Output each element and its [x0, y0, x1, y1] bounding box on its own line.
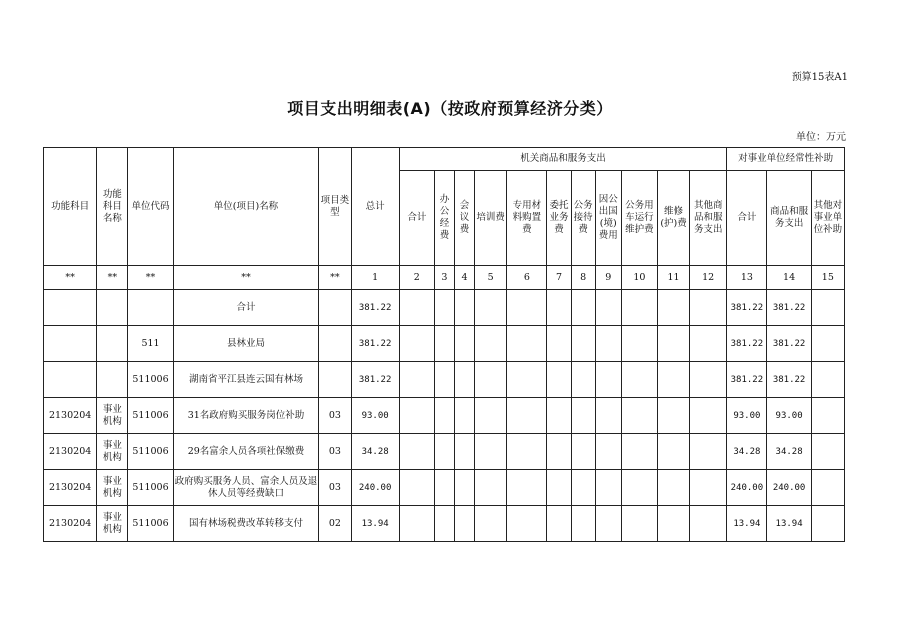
empty-cell [399, 398, 434, 434]
unit-name-cell: 29名富余人员各项社保缴费 [173, 434, 319, 470]
func-name-cell: 事业机构 [97, 434, 128, 470]
empty-cell [434, 326, 454, 362]
empty-cell [507, 398, 547, 434]
header-unit-name: 单位(项目)名称 [173, 148, 319, 266]
header-func-subject: 功能科目 [44, 148, 97, 266]
unit-code-cell: 511006 [128, 398, 173, 434]
subsidy-total-cell: 381.22 [727, 290, 767, 326]
header-group-b: 对事业单位经常性补助 [727, 148, 845, 171]
empty-cell [455, 290, 475, 326]
column-index-cell: 13 [727, 266, 767, 290]
func-name-cell: 事业机构 [97, 470, 128, 506]
unit-code-cell: 511006 [128, 362, 173, 398]
empty-cell [547, 398, 571, 434]
total-cell: 381.22 [351, 362, 399, 398]
func-name-cell: 事业机构 [97, 506, 128, 542]
form-number: 预算15表A1 [791, 72, 848, 83]
empty-cell [475, 506, 507, 542]
column-index-row [44, 266, 845, 290]
empty-cell [595, 290, 621, 326]
column-index-cell: 14 [767, 266, 811, 290]
item-type-cell [319, 362, 351, 398]
table-row [44, 470, 845, 506]
header-b-col: 商品和服务支出 [767, 171, 811, 266]
empty-cell [657, 398, 689, 434]
empty-cell [690, 434, 727, 470]
total-cell: 93.00 [351, 398, 399, 434]
table-row [44, 434, 845, 470]
page-title: 项目支出明细表(A)（按政府预算经济分类） [287, 99, 613, 118]
total-cell: 381.22 [351, 290, 399, 326]
empty-cell [475, 470, 507, 506]
empty-cell [434, 434, 454, 470]
header-a-col: 维修(护)费 [657, 171, 689, 266]
empty-cell [455, 506, 475, 542]
empty-cell [547, 326, 571, 362]
empty-cell [657, 506, 689, 542]
empty-cell [811, 326, 844, 362]
subsidy-total-cell: 34.28 [727, 434, 767, 470]
empty-cell [595, 506, 621, 542]
func-subject-cell: 2130204 [44, 506, 97, 542]
func-subject-cell: 2130204 [44, 470, 97, 506]
unit-name-cell: 政府购买服务人员、富余人员及退休人员等经费缺口 [173, 470, 319, 506]
empty-cell [621, 290, 657, 326]
unit-name-cell: 国有林场税费改革转移支付 [173, 506, 319, 542]
empty-cell [657, 434, 689, 470]
column-index-cell: 6 [507, 266, 547, 290]
empty-cell [811, 506, 844, 542]
subsidy-total-cell: 381.22 [727, 362, 767, 398]
column-index-cell: 3 [434, 266, 454, 290]
empty-cell [621, 326, 657, 362]
item-type-cell: 03 [319, 434, 351, 470]
item-type-cell [319, 326, 351, 362]
header-a-col: 委托业务费 [547, 171, 571, 266]
empty-cell [475, 434, 507, 470]
empty-cell [434, 362, 454, 398]
item-type-cell: 03 [319, 470, 351, 506]
empty-cell [455, 398, 475, 434]
empty-cell [690, 326, 727, 362]
empty-cell [657, 326, 689, 362]
empty-cell [547, 362, 571, 398]
header-a-col: 因公出国(境)费用 [595, 171, 621, 266]
item-type-cell: 03 [319, 398, 351, 434]
empty-cell [657, 290, 689, 326]
empty-cell [657, 470, 689, 506]
empty-cell [455, 470, 475, 506]
empty-cell [399, 434, 434, 470]
empty-cell [507, 506, 547, 542]
column-index-cell: 5 [475, 266, 507, 290]
empty-cell [399, 290, 434, 326]
header-a-col: 办公经费 [434, 171, 454, 266]
header-unit-code: 单位代码 [128, 148, 173, 266]
empty-cell [455, 362, 475, 398]
func-name-cell [97, 362, 128, 398]
table-row [44, 398, 845, 434]
empty-cell [571, 290, 595, 326]
empty-cell [621, 362, 657, 398]
func-subject-cell: 2130204 [44, 434, 97, 470]
empty-cell [434, 470, 454, 506]
column-index-cell: 1 [351, 266, 399, 290]
empty-cell [595, 398, 621, 434]
empty-cell [475, 398, 507, 434]
budget-table [43, 147, 845, 542]
column-index-cell: 4 [455, 266, 475, 290]
column-index-cell: ** [97, 266, 128, 290]
total-cell: 13.94 [351, 506, 399, 542]
empty-cell [571, 434, 595, 470]
empty-cell [571, 398, 595, 434]
column-index-cell: ** [128, 266, 173, 290]
unit-code-cell: 511006 [128, 506, 173, 542]
data-body [44, 290, 845, 542]
empty-cell [547, 434, 571, 470]
header-item-type: 项目类型 [319, 148, 351, 266]
empty-cell [811, 470, 844, 506]
header-row-1 [44, 148, 845, 171]
subsidy-goods-cell: 93.00 [767, 398, 811, 434]
empty-cell [434, 398, 454, 434]
empty-cell [547, 290, 571, 326]
unit-code-cell: 511006 [128, 470, 173, 506]
empty-cell [690, 362, 727, 398]
subsidy-goods-cell: 13.94 [767, 506, 811, 542]
empty-cell [690, 470, 727, 506]
empty-cell [571, 506, 595, 542]
unit-code-cell: 511006 [128, 434, 173, 470]
empty-cell [434, 506, 454, 542]
empty-cell [621, 470, 657, 506]
subsidy-total-cell: 93.00 [727, 398, 767, 434]
header-b-col: 其他对事业单位补助 [811, 171, 844, 266]
empty-cell [507, 470, 547, 506]
table-row [44, 362, 845, 398]
header-a-col: 公务用车运行维护费 [621, 171, 657, 266]
empty-cell [475, 326, 507, 362]
column-index-cell: 7 [547, 266, 571, 290]
empty-cell [595, 434, 621, 470]
column-index-cell: 10 [621, 266, 657, 290]
empty-cell [507, 290, 547, 326]
empty-cell [399, 362, 434, 398]
func-name-cell: 事业机构 [97, 398, 128, 434]
unit-name-cell: 县林业局 [173, 326, 319, 362]
empty-cell [811, 398, 844, 434]
func-name-cell [97, 326, 128, 362]
empty-cell [571, 470, 595, 506]
header-b-col: 合计 [727, 171, 767, 266]
empty-cell [475, 290, 507, 326]
empty-cell [507, 434, 547, 470]
header-a-col: 其他商品和服务支出 [690, 171, 727, 266]
unit-name-cell: 合计 [173, 290, 319, 326]
header-a-col: 公务接待费 [571, 171, 595, 266]
empty-cell [571, 362, 595, 398]
unit-name-cell: 湖南省平江县连云国有林场 [173, 362, 319, 398]
empty-cell [399, 326, 434, 362]
header-a-col: 培训费 [475, 171, 507, 266]
header-a-col: 会议费 [455, 171, 475, 266]
header-func-name: 功能科目名称 [97, 148, 128, 266]
subsidy-total-cell: 240.00 [727, 470, 767, 506]
unit-code-cell [128, 290, 173, 326]
empty-cell [475, 362, 507, 398]
func-subject-cell: 2130204 [44, 398, 97, 434]
func-subject-cell [44, 362, 97, 398]
column-index-cell: 15 [811, 266, 844, 290]
header-a-col: 专用材料购置费 [507, 171, 547, 266]
header-total: 总计 [351, 148, 399, 266]
empty-cell [399, 506, 434, 542]
subsidy-goods-cell: 381.22 [767, 362, 811, 398]
empty-cell [690, 398, 727, 434]
column-index-cell: ** [44, 266, 97, 290]
unit-name-cell: 31名政府购买服务岗位补助 [173, 398, 319, 434]
func-subject-cell [44, 290, 97, 326]
unit-label: 单位：万元 [796, 132, 846, 143]
subsidy-goods-cell: 34.28 [767, 434, 811, 470]
column-index-cell: 9 [595, 266, 621, 290]
subsidy-goods-cell: 381.22 [767, 290, 811, 326]
column-index-cell: 12 [690, 266, 727, 290]
column-index-cell: ** [173, 266, 319, 290]
empty-cell [595, 470, 621, 506]
column-index-cell: 2 [399, 266, 434, 290]
empty-cell [547, 470, 571, 506]
empty-cell [399, 470, 434, 506]
empty-cell [811, 290, 844, 326]
empty-cell [621, 434, 657, 470]
empty-cell [547, 506, 571, 542]
empty-cell [507, 326, 547, 362]
empty-cell [657, 362, 689, 398]
empty-cell [455, 434, 475, 470]
item-type-cell [319, 290, 351, 326]
total-cell: 34.28 [351, 434, 399, 470]
empty-cell [811, 362, 844, 398]
subsidy-goods-cell: 240.00 [767, 470, 811, 506]
column-index-cell: 11 [657, 266, 689, 290]
func-name-cell [97, 290, 128, 326]
empty-cell [621, 398, 657, 434]
column-index-cell: 8 [571, 266, 595, 290]
empty-cell [434, 290, 454, 326]
empty-cell [811, 434, 844, 470]
table-row [44, 290, 845, 326]
total-cell: 381.22 [351, 326, 399, 362]
empty-cell [455, 326, 475, 362]
func-subject-cell [44, 326, 97, 362]
empty-cell [621, 506, 657, 542]
header-a-col: 合计 [399, 171, 434, 266]
table-row [44, 326, 845, 362]
item-type-cell: 02 [319, 506, 351, 542]
subsidy-goods-cell: 381.22 [767, 326, 811, 362]
empty-cell [690, 506, 727, 542]
empty-cell [595, 362, 621, 398]
table-row [44, 506, 845, 542]
subsidy-total-cell: 13.94 [727, 506, 767, 542]
empty-cell [571, 326, 595, 362]
header-group-a: 机关商品和服务支出 [399, 148, 727, 171]
total-cell: 240.00 [351, 470, 399, 506]
empty-cell [507, 362, 547, 398]
empty-cell [595, 326, 621, 362]
empty-cell [690, 290, 727, 326]
subsidy-total-cell: 381.22 [727, 326, 767, 362]
column-index-cell: ** [319, 266, 351, 290]
unit-code-cell: 511 [128, 326, 173, 362]
